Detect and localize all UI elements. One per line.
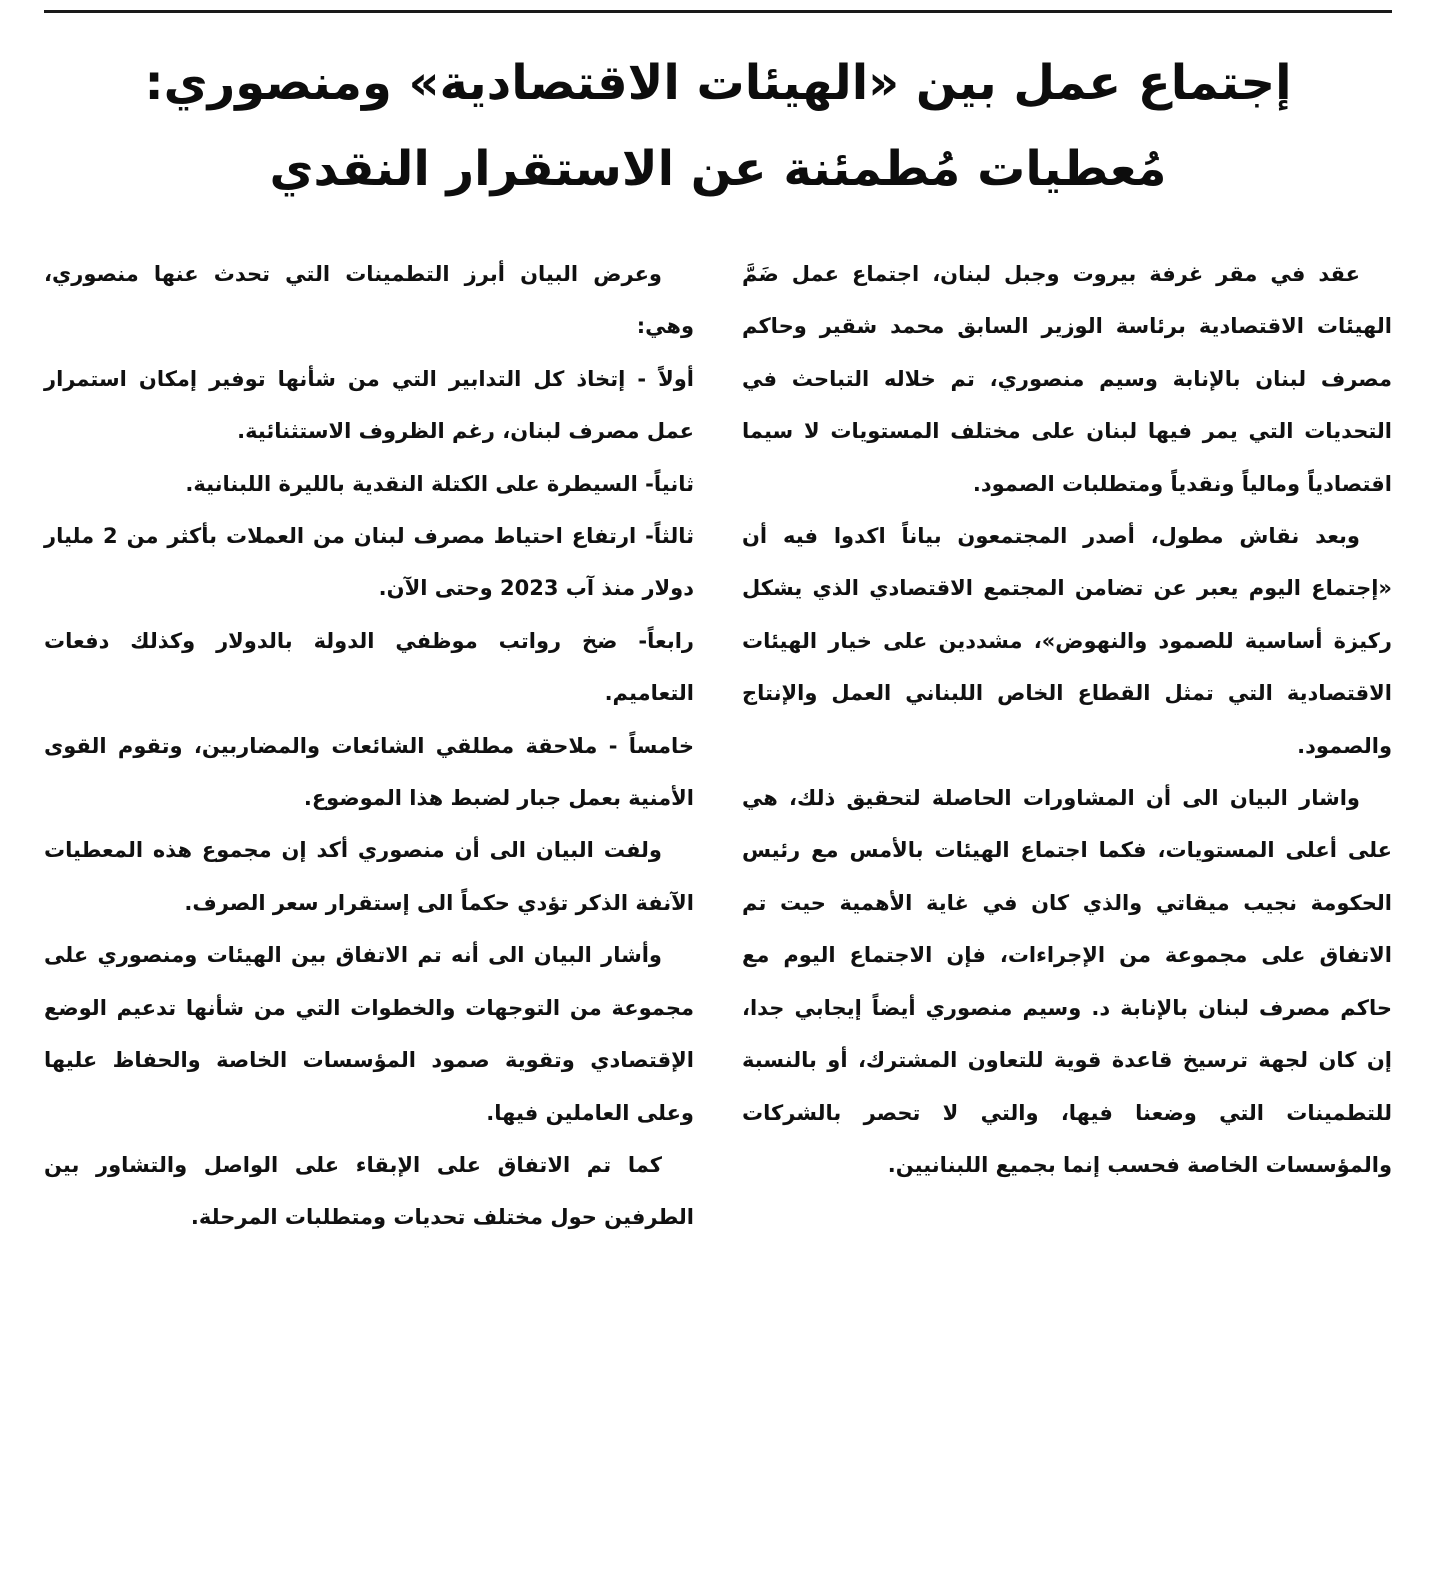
article-paragraph: ولفت البيان الى أن منصوري أكد إن مجموع هذه المعطيات الآنفة الذكر تؤدي حكماً الى إستقرار سعر الصرف. <box>44 838 694 915</box>
assurance-item: ثالثاً- ارتفاع احتياط مصرف لبنان من العملات بأكثر من 2 مليار دولار منذ آب 2023 وحتى الآن. <box>44 524 694 601</box>
article-column-left <box>44 248 694 1244</box>
article-paragraph: واشار البيان الى أن المشاورات الحاصلة لتحقيق ذلك، هي على أعلى المستويات، فكما اجتماع الهيئات بالأمس مع رئيس الحكومة نجيب ميقاتي والذي كان في غاية الأهمية حيت تم الاتفاق على مجموعة من الإجراءات، فإن الاجتماع اليوم مع حاكم مصرف لبنان بالإنابة د. وسيم منصوري أيضاً إيجابي جدا، إن كان لجهة ترسيخ قاعدة قوية للتعاون المشترك، أو بالنسبة للتطمينات التي وضعنا فيها، والتي لا تحصر بالشركات والمؤسسات الخاصة فحسب إنما بجميع اللبنانيين. <box>742 786 1392 1177</box>
headline-line-2: مُعطيات مُطمئنة عن الاستقرار النقدي <box>269 141 1167 197</box>
article-paragraph: وعرض البيان أبرز التطمينات التي تحدث عنها منصوري، وهي: <box>44 262 694 339</box>
article-paragraph: عقد في مقر غرفة بيروت وجبل لبنان، اجتماع عمل ضَمَّ الهيئات الاقتصادية برئاسة الوزير السابق محمد شقير وحاكم مصرف لبنان بالإنابة وسيم منصوري، تم خلاله التباحث في التحديات التي يمر فيها لبنان على مختلف المستويات لا سيما اقتصادياً ومالياً ونقدياً ومتطلبات الصمود. <box>742 262 1392 496</box>
assurance-item: ثانياً- السيطرة على الكتلة النقدية بالليرة اللبنانية. <box>185 471 694 496</box>
assurance-item: خامساً - ملاحقة مطلقي الشائعات والمضاربين، وتقوم القوى الأمنية بعمل جبار لضبط هذا الموضوع. <box>44 733 694 811</box>
headline <box>44 40 1392 212</box>
article-column-right <box>742 248 1392 1191</box>
article-paragraph: وبعد نقاش مطول، أصدر المجتمعون بياناً اكدوا فيه أن «إجتماع اليوم يعبر عن تضامن المجتمع الاقتصادي الذي يشكل ركيزة أساسية للصمود والنهوض»، مشددين على خيار الهيئات الاقتصادية التي تمثل القطاع الخاص اللبناني العمل والإنتاج والصمود. <box>742 524 1392 758</box>
assurance-item: أولاً - إتخاذ كل التدابير التي من شأنها توفير إمكان استمرار عمل مصرف لبنان، رغم الظروف الاستثنائية. <box>44 366 694 444</box>
headline-line-1: إجتماع عمل بين «الهيئات الاقتصادية» ومنصوري: <box>144 55 1292 111</box>
assurance-item: رابعاً- ضخ رواتب موظفي الدولة بالدولار وكذلك دفعات التعاميم. <box>44 628 694 706</box>
top-rule <box>44 10 1392 13</box>
article-paragraph: وأشار البيان الى أنه تم الاتفاق بين الهيئات ومنصوري على مجموعة من التوجهات والخطوات التي من شأنها تدعيم الوضع الإقتصادي وتقوية صمود المؤسسات الخاصة والحفاظ عليها وعلى العاملين فيها. <box>44 943 694 1125</box>
article-paragraph: كما تم الاتفاق على الإبقاء على الواصل والتشاور بين الطرفين حول مختلف تحديات ومتطلبات المرحلة. <box>44 1152 694 1230</box>
